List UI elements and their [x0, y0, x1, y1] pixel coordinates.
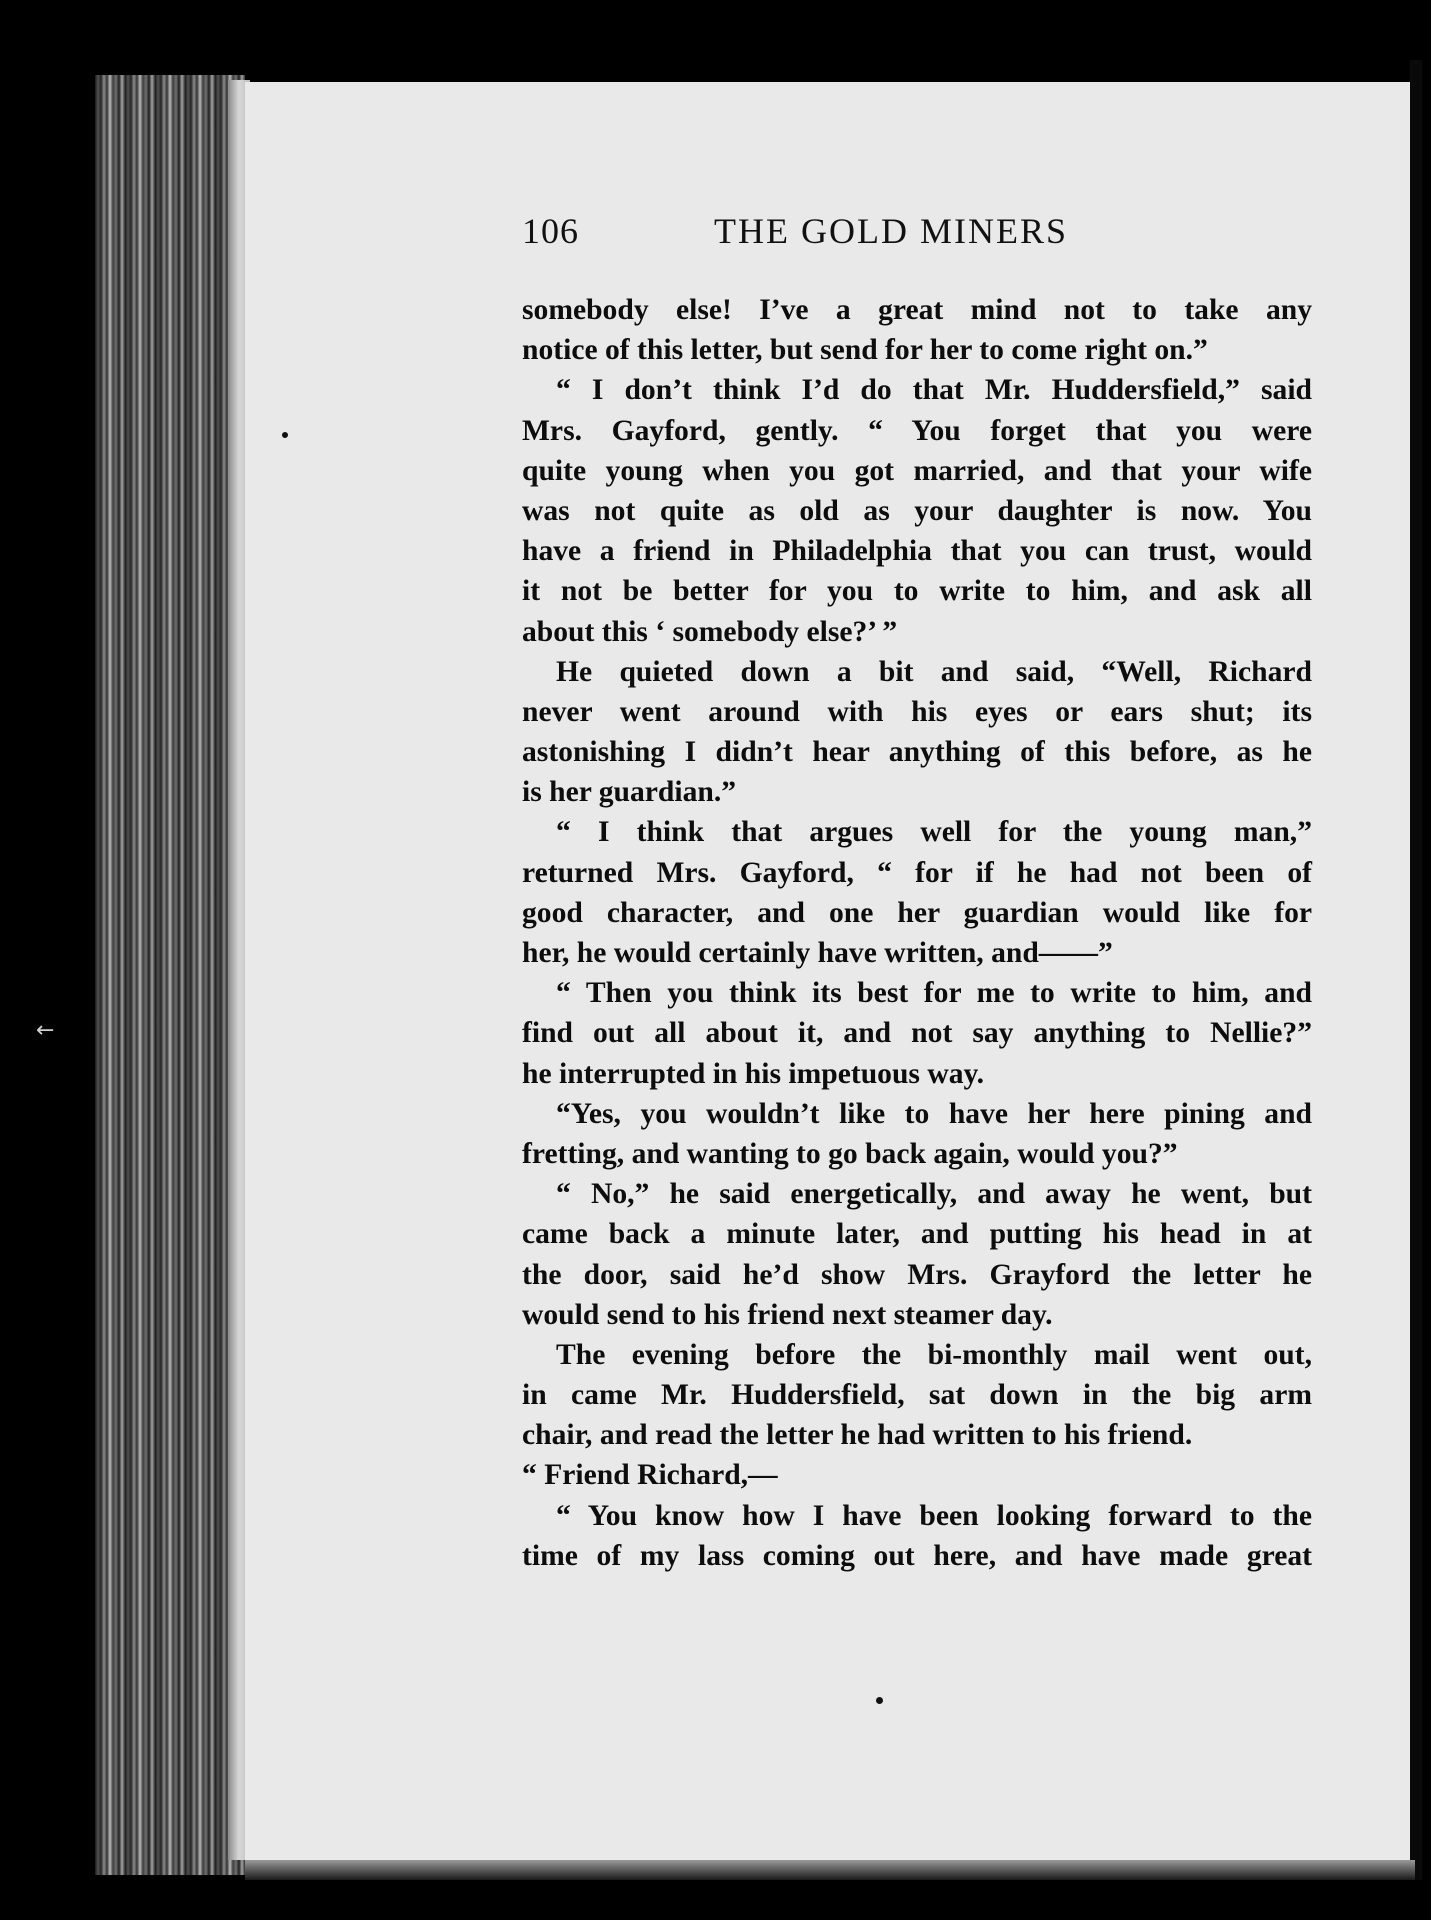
page-number: 106	[522, 211, 579, 251]
page-header	[522, 210, 1312, 260]
text-line: “Yes, you wouldn’t like to have her here pining and	[556, 1097, 1312, 1130]
text-line: He quieted down a bit and said, “Well, Richard	[556, 655, 1312, 688]
text-line: “ No,” he said energetically, and away he went, but	[556, 1178, 1312, 1211]
text-line: came back a minute later, and putting his head in at	[522, 1218, 1312, 1251]
text-line: returned Mrs. Gayford, “ for if he had not been of	[522, 856, 1312, 889]
text-line: her, he would certainly have written, and——”	[522, 937, 1113, 969]
running-head-title: THE GOLD MINERS	[714, 211, 1068, 251]
text-line: time of my lass coming out here, and have made great	[522, 1539, 1312, 1572]
text-line: “ I think that argues well for the young man,”	[556, 816, 1312, 849]
text-line: somebody else! I’ve a great mind not to take any	[522, 294, 1312, 326]
text-line: was not quite as old as your daughter is now. You	[522, 494, 1312, 527]
text-line: fretting, and wanting to go back again, would you?”	[522, 1137, 1178, 1170]
text-line: notice of this letter, but send for her to come right on.”	[522, 334, 1208, 367]
body-text	[522, 290, 1312, 1576]
text-line: have a friend in Philadelphia that you can trust, would	[522, 535, 1312, 568]
text-line: about this ‘ somebody else?’ ”	[522, 615, 898, 648]
text-line: would send to his friend next steamer day.	[522, 1298, 1053, 1331]
book-spine	[95, 75, 245, 1875]
scan-arrow-mark: ←	[36, 1018, 55, 1043]
text-line: “ You know how I have been looking forward to the	[556, 1499, 1312, 1532]
page-right-border	[1410, 60, 1422, 1880]
text-line: chair, and read the letter he had written to his friend.	[522, 1419, 1193, 1452]
text-line: it not be better for you to write to him, and ask all	[522, 575, 1312, 608]
text-line: find out all about it, and not say anything to Nellie?”	[522, 1017, 1312, 1050]
text-line: he interrupted in his impetuous way.	[522, 1057, 985, 1090]
scan-speck	[282, 432, 288, 438]
text-line: Mrs. Gayford, gently. “ You forget that you were	[522, 414, 1312, 447]
text-line: “ Friend Richard,—	[522, 1459, 778, 1492]
text-line: The evening before the bi-monthly mail went out,	[556, 1338, 1312, 1371]
text-line: quite young when you got married, and that your wife	[522, 454, 1312, 487]
page-bottom-shadow	[245, 1860, 1415, 1880]
text-line: good character, and one her guardian would like for	[522, 896, 1312, 929]
text-line: “ I don’t think I’d do that Mr. Huddersfield,” said	[556, 374, 1312, 407]
text-line: is her guardian.”	[522, 776, 737, 809]
text-line: in came Mr. Huddersfield, sat down in the big arm	[522, 1379, 1312, 1412]
text-line: the door, said he’d show Mrs. Grayford the letter he	[522, 1258, 1312, 1291]
text-line: never went around with his eyes or ears shut; its	[522, 695, 1312, 728]
text-line: astonishing I didn’t hear anything of this before, as he	[522, 736, 1312, 769]
scan-speck	[876, 1697, 883, 1704]
text-line: “ Then you think its best for me to write to him, and	[556, 977, 1312, 1010]
